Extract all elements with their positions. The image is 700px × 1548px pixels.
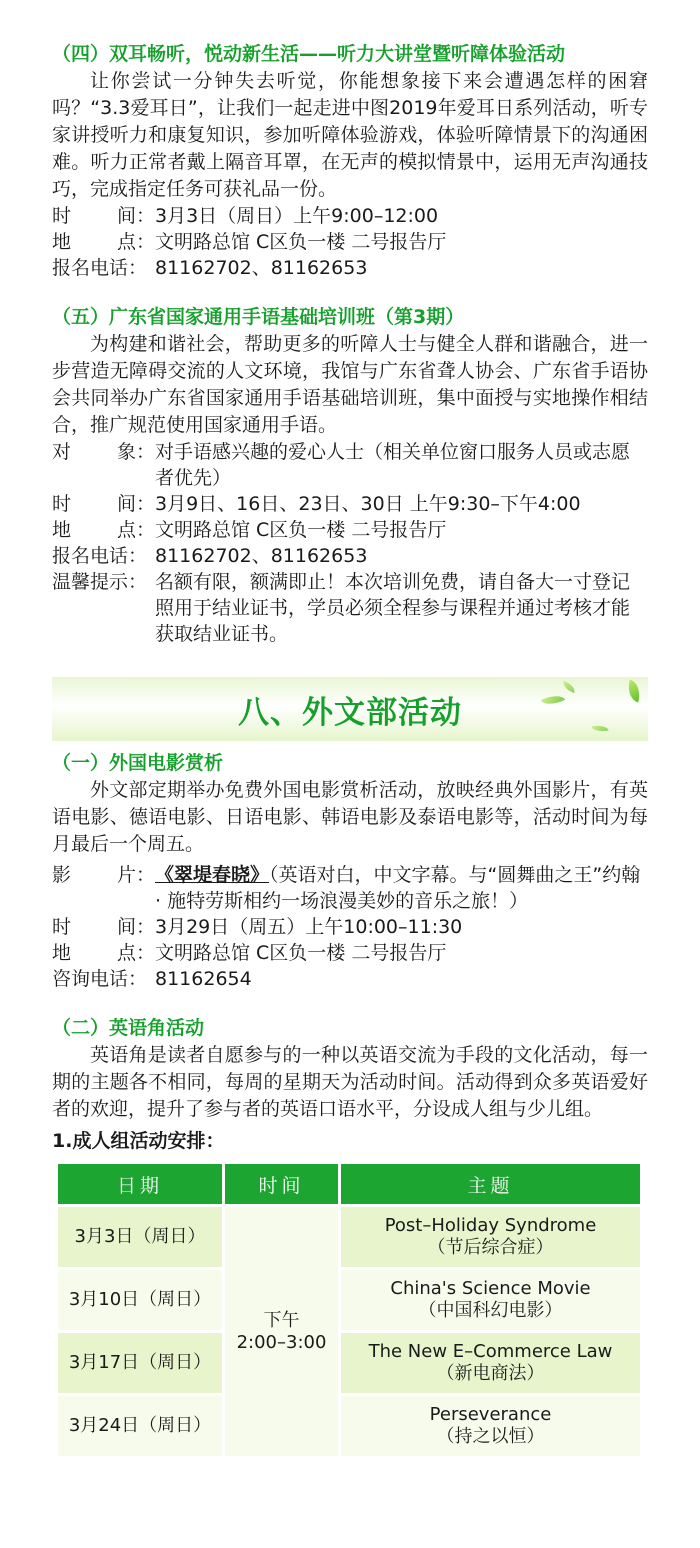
topic-english: The New E–Commerce Law <box>368 1341 613 1362</box>
value: 81162654 <box>155 968 252 990</box>
label: 对 <box>52 441 72 463</box>
topic-english: Post–Holiday Syndrome <box>384 1215 597 1236</box>
topic-chinese: （持之以恒） <box>436 1426 545 1447</box>
column-header-date: 日期 <box>58 1164 222 1204</box>
page <box>52 40 648 1459</box>
label: 咨询电话： <box>52 968 148 990</box>
topic-cell <box>341 1270 640 1330</box>
info-row-phone <box>52 966 648 992</box>
paragraph-sign-language: 为构建和谐社会，帮助更多的听障人士与健全人群和谐融合，进一步营造无障碍交流的人文环境，我馆与广东省聋人协会、广东省手语协会共同举办广东省国家通用手语基础培训班，集中面授与实地操作相结合，推广规范使用国家通用手语。 <box>52 333 648 436</box>
date-cell: 3月17日（周日） <box>58 1333 222 1393</box>
label: 时 <box>52 916 72 938</box>
info-row-target <box>52 439 648 491</box>
section-heading-sign-language: （五）广东省国家通用手语基础培训班（第3期） <box>52 306 465 328</box>
info-row-place <box>52 940 648 966</box>
label: 点： <box>116 231 155 253</box>
topic-chinese: （节后综合症） <box>427 1237 554 1258</box>
label: 温馨提示： <box>52 571 148 593</box>
label: 象： <box>116 441 155 463</box>
value: 文明路总馆 C区负一楼 二号报告厅 <box>155 519 447 541</box>
table-row <box>58 1396 640 1456</box>
table-row <box>58 1207 640 1267</box>
label: 点： <box>116 942 155 964</box>
value: 文明路总馆 C区负一楼 二号报告厅 <box>155 231 447 253</box>
paragraph-english-corner: 英语角是读者自愿参与的一种以英语交流为手段的文化活动，每一期的主题各不相同，每周的星期天为活动时间。活动得到众多英语爱好者的欢迎，提升了参与者的英语口语水平，分设成人组与少儿组。 <box>52 1044 648 1120</box>
column-header-topic: 主题 <box>341 1164 640 1204</box>
label: 片： <box>116 864 155 886</box>
value: 81162702、81162653 <box>155 545 368 567</box>
section-title: 八、外文部活动 <box>238 695 462 731</box>
column-header-time: 时间 <box>225 1164 338 1204</box>
section-heading-english-corner: （二）英语角活动 <box>52 1017 205 1039</box>
value: 名额有限，额满即止！本次培训免费，请自备大一寸登记照用于结业证书，学员必须全程参与课程并通过考核才能获取结业证书。 <box>155 571 631 645</box>
value: 81162702、81162653 <box>155 257 368 279</box>
paragraph-movie: 外文部定期举办免费外国电影赏析活动，放映经典外国影片，有英语电影、德语电影、日语电影、韩语电影及泰语电影等，活动时间为每月最后一个周五。 <box>52 779 648 855</box>
info-row-tip <box>52 569 648 647</box>
value: 3月9日、16日、23日、30日 上午9:30–下午4:00 <box>155 493 581 515</box>
label: 报名电话： <box>52 257 148 279</box>
value: 文明路总馆 C区负一楼 二号报告厅 <box>155 942 447 964</box>
table-row <box>58 1333 640 1393</box>
section-heading-hearing-event: （四）双耳畅听，悦动新生活——听力大讲堂暨听障体验活动 <box>52 43 566 65</box>
time-cell <box>225 1207 338 1456</box>
section-banner <box>52 677 648 741</box>
label: 点： <box>116 519 155 541</box>
info-row-phone <box>52 255 648 281</box>
value: 3月3日（周日）上午9:00–12:00 <box>155 205 439 227</box>
date-cell: 3月10日（周日） <box>58 1270 222 1330</box>
label: 地 <box>52 942 72 964</box>
label: 间： <box>116 205 155 227</box>
date-cell: 3月3日（周日） <box>58 1207 222 1267</box>
label: 报名电话： <box>52 545 148 567</box>
time-line: 2:00–3:00 <box>236 1331 327 1353</box>
film-title: 《翠堤春晓》 <box>155 864 270 886</box>
section-heading-movie: （一）外国电影赏析 <box>52 752 224 774</box>
time-line: 下午 <box>263 1309 300 1331</box>
info-row-film <box>52 862 648 914</box>
topic-chinese: （新电商法） <box>436 1363 545 1384</box>
info-row-time <box>52 914 648 940</box>
info-row-place <box>52 517 648 543</box>
film-description: （英语对白，中文字幕。与“圆舞曲之王”约翰 · 施特劳斯相约一场浪漫美妙的音乐之旅！） <box>155 864 641 912</box>
label: 地 <box>52 519 72 541</box>
value: 对手语感兴趣的爱心人士（相关单位窗口服务人员或志愿者优先） <box>155 441 631 489</box>
table-header-row <box>58 1164 640 1204</box>
info-row-time <box>52 491 648 517</box>
info-row-place <box>52 229 648 255</box>
label: 时 <box>52 205 72 227</box>
schedule-table <box>55 1161 643 1459</box>
table-row <box>58 1270 640 1330</box>
label: 时 <box>52 493 72 515</box>
topic-chinese: （中国科幻电影） <box>418 1300 563 1321</box>
adult-schedule-heading: 1.成人组活动安排： <box>52 1130 225 1152</box>
info-row-phone <box>52 543 648 569</box>
topic-english: Perseverance <box>429 1404 552 1425</box>
topic-cell <box>341 1333 640 1393</box>
topic-english: China's Science Movie <box>390 1278 591 1299</box>
topic-cell <box>341 1396 640 1456</box>
label: 地 <box>52 231 72 253</box>
label: 影 <box>52 864 72 886</box>
info-row-time <box>52 203 648 229</box>
label: 间： <box>116 916 155 938</box>
label: 间： <box>116 493 155 515</box>
value: 3月29日（周五）上午10:00–11:30 <box>155 916 463 938</box>
date-cell: 3月24日（周日） <box>58 1396 222 1456</box>
paragraph-hearing-event: 让你尝试一分钟失去听觉，你能想象接下来会遭遇怎样的困窘吗？“3.3爱耳日”，让我们一起走进中图2019年爱耳日系列活动，听专家讲授听力和康复知识，参加听障体验游戏，体验听障情景下的沟通困难。听力正常者戴上隔音耳罩，在无声的模拟情景中，运用无声沟通技巧，完成指定任务可获礼品一份。 <box>52 70 648 200</box>
topic-cell <box>341 1207 640 1267</box>
